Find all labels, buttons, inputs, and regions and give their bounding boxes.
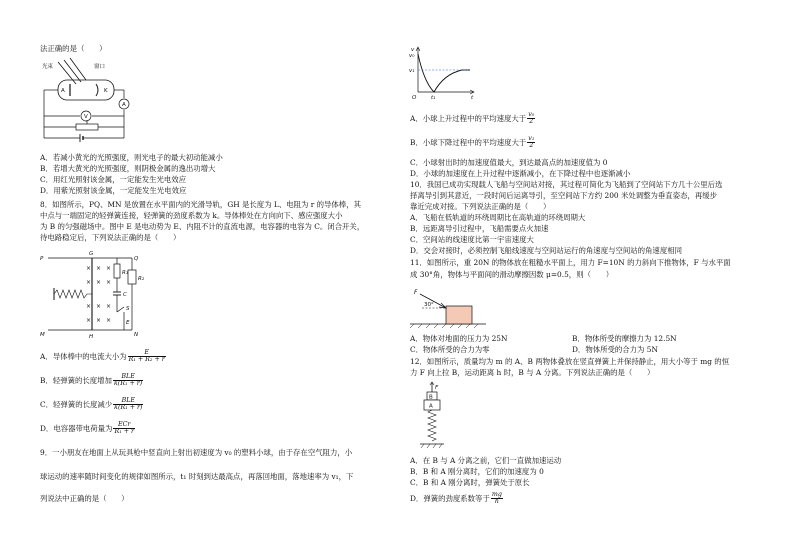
photoelectric-circuit-figure xyxy=(36,58,136,148)
fig12-F: F xyxy=(435,385,439,391)
q9-stem-line-1: 9．一小朋友在地面上从玩具枪中竖直向上射出初速度为 v₀ 的塑料小球，由于存在空气阻力，小 xyxy=(40,448,353,457)
svg-text:×: × xyxy=(86,303,92,310)
fig7-voltmeter-label: V xyxy=(84,114,88,120)
svg-text:×: × xyxy=(106,303,112,310)
fig9-t-axis: t xyxy=(471,95,474,101)
q11-stem-line-1: 11．如图所示，重 20N 的物体放在粗糙水平面上，用力 F=10N 的力斜向下推物体，F 与水平面 xyxy=(410,258,731,267)
svg-text:×: × xyxy=(96,279,102,286)
q10-option-c: C．空间站的线速度比第一宇宙速度大 xyxy=(410,235,534,244)
fig8-N: N xyxy=(134,332,139,338)
q11-stem-line-2: 成 30°角，物体与平面间的滑动摩擦因数 μ=0.5，则（ ） xyxy=(410,270,614,279)
fig8-H: H xyxy=(89,334,94,340)
q9-option-a: A．小球上升过程中的平均速度大于 $\frac{\text{v₀}}{2}$ xyxy=(410,111,535,126)
spring-blocks-figure xyxy=(416,382,450,452)
svg-text:×: × xyxy=(106,279,112,286)
q10-option-b: B．远距离导引过程中，飞船需要点火加速 xyxy=(410,224,549,233)
svg-text:×: × xyxy=(86,279,92,286)
q12-stem-line-1: 12．如图所示，质量均为 m 的 A、B 两物体叠放在竖直弹簧上并保持静止，用大小等于 mg 的恒 xyxy=(410,357,730,366)
fig7-ammeter-label: A xyxy=(122,102,126,108)
q8-stem-line-1: 8．如图所示，PQ、MN 是放置在水平面内的光滑导轨，GH 是长度为 L、电阻为 r 的导体棒，其 xyxy=(40,200,361,209)
fig11-F: F xyxy=(414,289,418,296)
fig7-cathode-label: K xyxy=(104,88,108,94)
fig8-E: E xyxy=(126,320,130,326)
fig8-R1: R₁ xyxy=(122,270,129,276)
block-push-figure xyxy=(408,284,488,328)
q7-stem-tail: 法正确的是（ ） xyxy=(40,44,107,53)
q10-stem-line-2: 择离导引到其意近，一段时间后运离导引，至空间站下方约 200 米处调整为垂直姿态，再缓步 xyxy=(410,191,718,200)
q7-option-c: C．用红光照射该金属，一定能发生光电效应 xyxy=(40,175,187,184)
fig12-A: A xyxy=(429,403,433,410)
q12-option-c: C．B 和 A 刚分离时，弹簧处于原长 xyxy=(410,478,530,487)
velocity-time-graph xyxy=(408,44,478,100)
svg-text:×: × xyxy=(96,303,102,310)
q10-option-a: A．飞船在低轨道的环绕周期比在高轨道的环绕周期大 xyxy=(410,213,586,222)
fig8-S: S xyxy=(126,306,130,312)
q9-option-b: B．小球下降过程中的平均速度大于 $\frac{\text{v₁}}{2}$ xyxy=(410,135,535,150)
fig8-R2: R₂ xyxy=(138,276,145,282)
q11-option-c: C．物体所受的合力为零 xyxy=(410,345,490,354)
fig7-window-label: 窗口 xyxy=(94,64,106,70)
q8-option-b: B．轻弹簧的长度增加 $\frac{\text{BLE}}{\text{k(R₁ + r)}}$ xyxy=(40,373,143,388)
q9-option-d: D．小球的加速度在上升过程中逐渐减小，在下降过程中也逐渐减小 xyxy=(410,169,631,178)
fig11-angle: 30° xyxy=(424,302,434,308)
q8-option-d: D．电容器带电荷量为 $\frac{\text{ECr}}{\text{R₁ + r}}$ xyxy=(40,421,135,436)
q12-stem-line-2: 力 F 向上拉 B，运动距离 h 时，B 与 A 分离。下列说法正确的是（ ） xyxy=(410,368,655,377)
q7-option-a: A．若减小黄光的光照强度，则光电子的最大初动能减小 xyxy=(40,153,223,162)
q11-option-d: D．物体所受的合力为 5N xyxy=(572,345,658,354)
fig12-B: B xyxy=(429,394,433,401)
svg-text:×: × xyxy=(86,265,92,272)
q9-option-c: C．小球射出时的加速度值最大，到达最高点的加速度值为 0 xyxy=(410,158,608,167)
rails-circuit-figure xyxy=(40,250,160,340)
fig9-v1: v₁ xyxy=(409,68,415,74)
fig8-P: P xyxy=(40,256,44,262)
fig8-Q: Q xyxy=(134,256,139,262)
fig8-C: C xyxy=(123,292,127,298)
fig9-v0: v₀ xyxy=(409,53,415,59)
q8-stem-line-2: 中点与一端固定的轻弹簧连接，轻弹簧的劲度系数为 k。导体棒处在方向向下、感应强度大小 xyxy=(40,211,343,220)
q9-stem-line-3: 列说法中正确的是（ ） xyxy=(40,494,129,503)
svg-text:×: × xyxy=(106,317,112,324)
svg-text:×: × xyxy=(96,317,102,324)
fig8-G: G xyxy=(89,251,94,257)
q11-option-a: A．物体对地面的压力为 25N xyxy=(410,334,508,343)
q10-stem-line-3: 靠近完成对接。下列说法正确的是（ ） xyxy=(410,202,551,211)
svg-text:×: × xyxy=(96,265,102,272)
q9-stem-line-2: 球运动的速率随时间变化的规律如图所示，t₁ 时刻到达最高点，再落回地面，落地速率为 v₁，下 xyxy=(40,472,354,481)
q12-option-d: D．弹簧的劲度系数等于 $\frac{mg}{h}$ xyxy=(410,491,502,506)
fig8-M: M xyxy=(40,332,45,338)
fig9-v-axis: v xyxy=(411,47,415,53)
q11-option-b: B．物体所受的摩擦力为 12.5N xyxy=(572,334,677,343)
q10-option-d: D．交会对接时，必须控制飞船线速度与空间站运行的角速度与空间站的角速度相同 xyxy=(410,246,682,255)
q8-option-c: C．轻弹簧的长度减少 $\frac{\text{BLE}}{\text{k(R₁ + r)}}$ xyxy=(40,397,143,412)
fig9-origin: O xyxy=(412,95,417,101)
q8-stem-line-3: 为 B 的匀强磁场中。图中 E 是电动势为 E、内阻不计的直流电源，电容器的电容为 C。闭合开关， xyxy=(40,222,365,231)
q8-option-a: A．导体棒中的电流大小为 $\frac{E}{\text{R₁ + R₂ + r}}$ xyxy=(40,349,165,364)
q10-stem-line-1: 10．我国已成功实现载人飞船与空间站对接，其过程可简化为飞船到了空间站下方几十公里后选 xyxy=(410,180,723,189)
q7-option-b: B．若增大黄光的光照强度，则阴极金属的逸出功增大 xyxy=(40,164,216,173)
fig9-t1: t₁ xyxy=(431,95,436,101)
fig7-anode-label: A xyxy=(61,88,65,94)
fig7-light-label: 光束 xyxy=(42,64,54,70)
q12-option-b: B．B 和 A 刚分离时，它们的加速度为 0 xyxy=(410,467,544,476)
svg-text:×: × xyxy=(106,265,112,272)
svg-text:×: × xyxy=(86,317,92,324)
q7-option-d: D．用紫光照射该金属，一定能发生光电效应 xyxy=(40,186,187,195)
q8-stem-line-4: 待电路稳定后，下列说法正确的是（ ） xyxy=(40,233,181,242)
q12-option-a: A．在 B 与 A 分离之前，它们一直做加速运动 xyxy=(410,456,562,465)
